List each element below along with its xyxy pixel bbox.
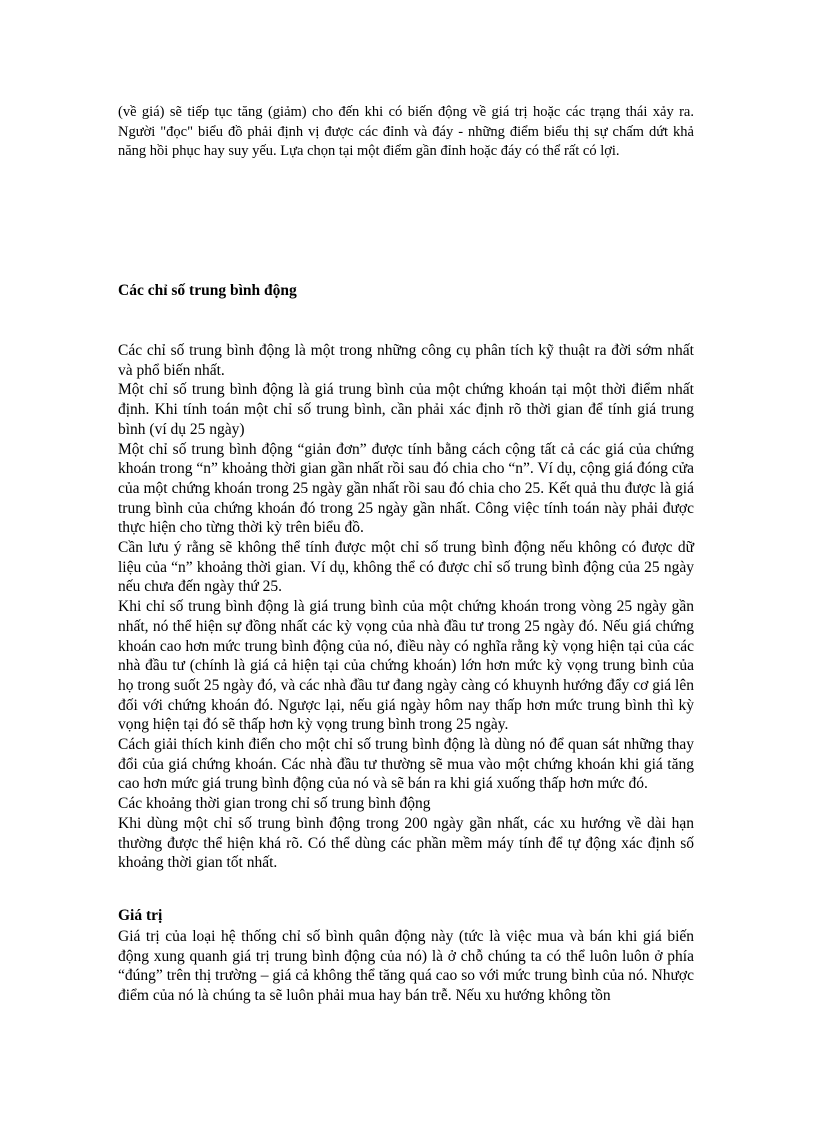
section-heading-value: Giá trị [118, 907, 163, 924]
section-body-moving-averages [118, 341, 694, 873]
body-paragraph: Khi dùng một chỉ số trung bình động trong 200 ngày gần nhất, các xu hướng về dài hạn thường được thể hiện khá rõ. Có thể dùng các phần mềm máy tính để tự động xác định số khoảng thời gian tốt nhất. [118, 814, 694, 872]
body-paragraph: Giá trị của loại hệ thống chỉ số bình quân động này (tức là việc mua và bán khi giá biến động xung quanh giá trị trung bình động của nó) là ở chỗ chúng ta có thể luôn luôn ở phía “đúng” trên thị trường – giá cả không thể tăng quá cao so với mức trung bình của nó. Nhược điểm của nó là chúng ta sẽ luôn phải mua hay bán trễ. Nếu xu hướng không tồn [118, 928, 694, 1005]
body-paragraph: Các khoảng thời gian trong chỉ số trung bình động [118, 795, 431, 813]
intro-paragraph: (về giá) sẽ tiếp tục tăng (giảm) cho đến khi có biến động về giá trị hoặc các trạng thái xảy ra. Người "đọc" biểu đồ phải định vị được các đỉnh và đáy - những điểm biểu thị sự chấm dứt khả năng hồi phục hay suy yếu. Lựa chọn tại một điểm gần đỉnh hoặc đáy có thể rất có lợi. [118, 104, 694, 159]
body-paragraph: Cần lưu ý rằng sẽ không thể tính được một chỉ số trung bình động nếu không có được dữ liệu của “n” khoảng thời gian. Ví dụ, không thể có được chỉ số trung bình động của 25 ngày nếu chưa đến ngày thứ 25. [118, 539, 694, 596]
body-paragraph: Cách giải thích kinh điển cho một chỉ số trung bình động là dùng nó để quan sát những thay đổi của giá chứng khoán. Các nhà đầu tư thường sẽ mua vào một chứng khoán khi giá tăng cao hơn mức giá trung bình động của nó và sẽ bán ra khi giá xuống thấp hơn mức đó. [118, 736, 694, 793]
body-paragraph: Một chỉ số trung bình động là giá trung bình của một chứng khoán tại một thời điểm nhất định. Khi tính toán một chỉ số trung bình, cần phải xác định rõ thời gian để tính giá trung bình (ví dụ 25 ngày) [118, 381, 694, 438]
section-heading-moving-averages: Các chỉ số trung bình động [118, 282, 297, 299]
body-paragraph: Một chỉ số trung bình động “giản đơn” được tính bằng cách cộng tất cả các giá của chứng khoán trong “n” khoảng thời gian gần nhất rồi sau đó chia cho “n”. Ví dụ, cộng giá đóng cửa của một chứng khoán trong 25 ngày gần nhất rồi sau đó chia cho 25. Kết quả thu được là giá trung bình của chứng khoán đó trong 25 ngày gần nhất. Công việc tính toán này phải được thực hiện cho từng thời kỳ trên biểu đồ. [118, 440, 694, 537]
section-body-value [118, 927, 694, 1006]
body-paragraph: Các chỉ số trung bình động là một trong những công cụ phân tích kỹ thuật ra đời sớm nhất và phổ biến nhất. [118, 342, 694, 379]
body-paragraph: Khi chỉ số trung bình động là giá trung bình của một chứng khoán trong vòng 25 ngày gần nhất, nó thể hiện sự đồng nhất các kỳ vọng của nhà đầu tư trong 25 ngày đó. Nếu giá chứng khoán cao hơn mức trung bình động của nó, điều này có nghĩa rằng kỳ vọng hiện tại của các nhà đầu tư (chính là giá cả hiện tại của chứng khoán) lớn hơn mức kỳ vọng trung bình của họ trong suốt 25 ngày đó, và các nhà đầu tư đang ngày càng có khuynh hướng đẩy cơ giá lên đối với chứng khoán đó. Ngược lại, nếu giá ngày hôm nay thấp hơn mức trung bình thì kỳ vọng hiện tại đó sẽ thấp hơn kỳ vọng trung bình trong 25 ngày. [118, 598, 694, 734]
